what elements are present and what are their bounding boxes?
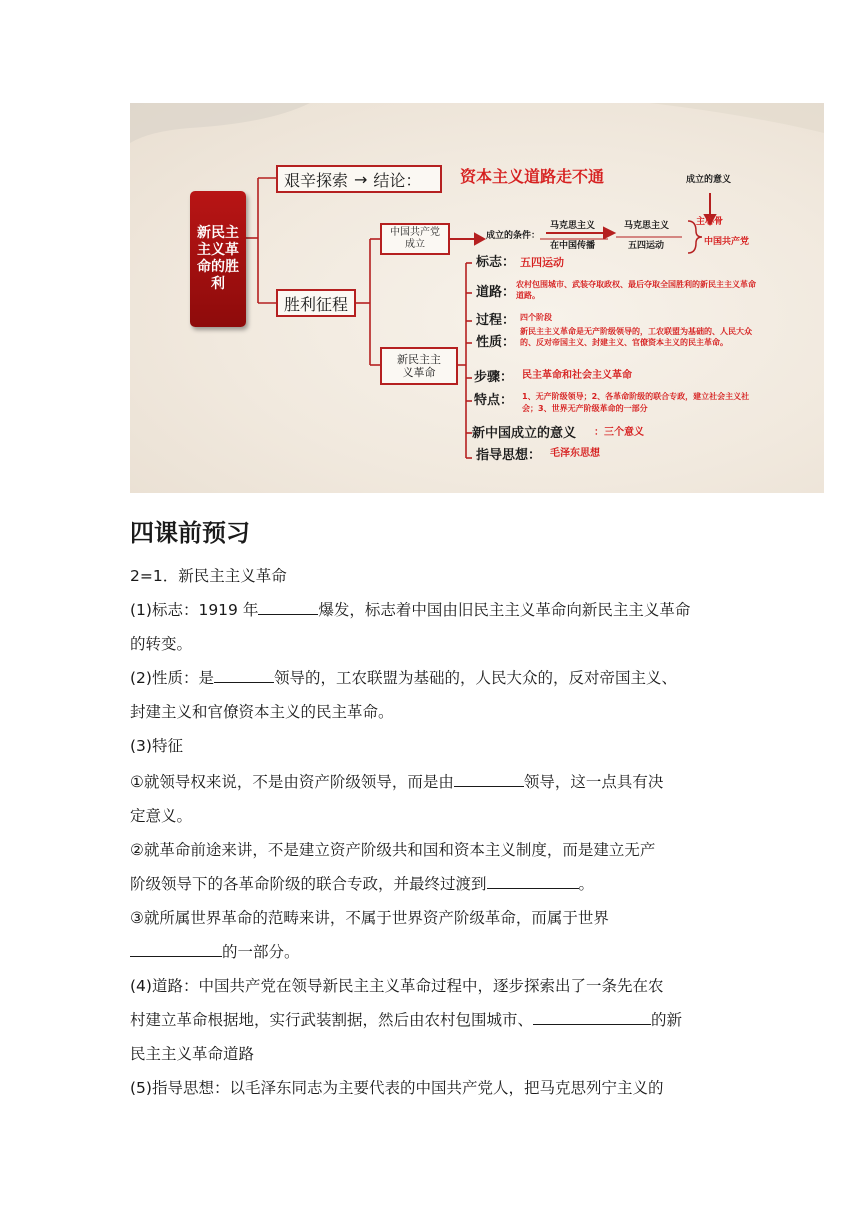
p6-text-b: 的一部分。	[222, 943, 300, 961]
blank-1[interactable]	[258, 598, 318, 615]
p5-text-b: 阶级领导下的各革命阶级的联合专政，并最终过渡到	[130, 875, 487, 893]
party-name: 中国共产党	[704, 237, 750, 247]
paragraph-1-cont: 的转变。	[130, 635, 193, 653]
p7-text-b: 村建立革命根据地，实行武装割据，然后由农村包围城市、	[130, 1011, 534, 1029]
paragraph-5: ②就革命前途来讲，不是建立资产阶级共和国和资本主义制度，而是建立无产	[130, 841, 656, 859]
significance-value: 主心骨	[696, 217, 724, 227]
victory-label: 胜利征程	[283, 294, 348, 314]
item-label-biaozhi: 标志：	[476, 255, 516, 270]
item-label-tedian: 特点：	[474, 393, 514, 408]
item-value-tedian: 1、无产阶级领导；2、各革命阶级的联合专政，建立社会主义社会；3、世界无产阶级革命的一部分	[522, 392, 750, 413]
p7-text-c: 的新	[651, 1011, 683, 1029]
p4-text-a: ①就领导权来说，不是由资产阶级领导，而是由	[130, 773, 454, 791]
p2-text-a: (2)性质：是	[130, 669, 214, 687]
blank-4[interactable]	[487, 872, 579, 889]
conclusion-text: 资本主义道路走不通	[460, 167, 605, 186]
p2-text-b: 领导的，工农联盟为基础的，人民大众的，反对帝国主义、	[273, 669, 677, 687]
step1-top: 马克思主义	[550, 221, 596, 231]
paragraph-5-cont	[130, 872, 730, 894]
section-title: 2=1．新民主主义革命	[130, 567, 287, 585]
root-label: 新民主主义革命的胜利	[197, 225, 239, 292]
significance-label: 成立的意义	[686, 175, 732, 185]
new-democratic-label: 新民主主义革命	[397, 353, 441, 379]
explore-label: 艰辛探索	[284, 170, 349, 190]
blank-3[interactable]	[454, 770, 524, 787]
step2-bottom: 五四运动	[628, 241, 665, 251]
p1-text-b: 爆发，标志着中国由旧民主主义革命向新民主主义革命	[318, 601, 691, 619]
item-value-daolu: 农村包围城市、武装夺取政权、最后夺取全国胜利的新民主主义革命道路。	[516, 280, 756, 300]
item-value-buzhou: 民主革命和社会主义革命	[522, 370, 632, 381]
paragraph-7-cont	[130, 1008, 730, 1030]
paragraph-6-cont	[130, 940, 730, 962]
paragraph-4	[130, 770, 730, 792]
section-heading: 四课前预习	[130, 519, 250, 547]
blank-5[interactable]	[130, 940, 222, 957]
condition-label: 成立的条件：	[486, 231, 541, 241]
item-value-guocheng: 四个阶段	[520, 313, 552, 322]
item-label-guocheng: 过程：	[476, 313, 516, 328]
paragraph-8: (5)指导思想：以毛泽东同志为主要代表的中国共产党人，把马克思列宁主义的	[130, 1079, 664, 1097]
mindmap-root	[190, 191, 246, 327]
item-value-xingzhi: 新民主主义革命是无产阶级领导的，工农联盟为基础的、人民大众的、反对帝国主义、封建主义、官僚资本主义的民主革命。	[520, 327, 752, 347]
paragraph-1	[130, 598, 730, 620]
paragraph-2-cont: 封建主义和官僚资本主义的民主革命。	[130, 703, 394, 721]
step1-bottom: 在中国传播	[550, 241, 596, 251]
paragraph-6: ③就所属世界革命的范畴来讲，不属于世界资产阶级革命，而属于世界	[130, 909, 609, 927]
box-explore	[276, 165, 442, 193]
box-party-founding	[380, 223, 450, 255]
item-value-biaozhi: 五四运动	[520, 256, 564, 269]
paragraph-7-end: 民主主义革命道路	[130, 1045, 255, 1063]
p5-text-c: 。	[578, 875, 595, 893]
box-new-democratic	[380, 347, 458, 385]
paragraph-2	[130, 666, 730, 688]
mindmap-image	[130, 103, 824, 493]
arrow-right-icon: →	[354, 169, 368, 189]
p1-text-a: (1)标志：1919 年	[130, 601, 259, 619]
blank-2[interactable]	[214, 666, 274, 683]
party-founding-label: 中国共产党成立	[390, 227, 440, 250]
item-label-sixiang: 指导思想：	[476, 448, 542, 463]
item-label-buzhou: 步骤：	[474, 370, 514, 385]
item-value-sixiang: 毛泽东思想	[550, 448, 600, 459]
item-label-daolu: 道路：	[476, 285, 516, 300]
blank-6[interactable]	[533, 1008, 651, 1025]
item-label-xingzhi: 性质：	[476, 335, 516, 350]
paragraph-4-cont: 定意义。	[130, 807, 193, 825]
conclusion-label: 结论：	[373, 170, 422, 190]
item-label-yiyi: 新中国成立的意义	[472, 426, 577, 441]
paragraph-7: (4)道路：中国共产党在领导新民主主义革命过程中，逐步探索出了一条先在农	[130, 977, 664, 995]
item-value-yiyi: ：三个意义	[594, 427, 644, 438]
step2-top: 马克思主义	[624, 221, 670, 231]
paragraph-3: (3)特征	[130, 737, 183, 755]
box-victory	[276, 289, 356, 317]
p4-text-b: 领导，这一点具有决	[523, 773, 664, 791]
